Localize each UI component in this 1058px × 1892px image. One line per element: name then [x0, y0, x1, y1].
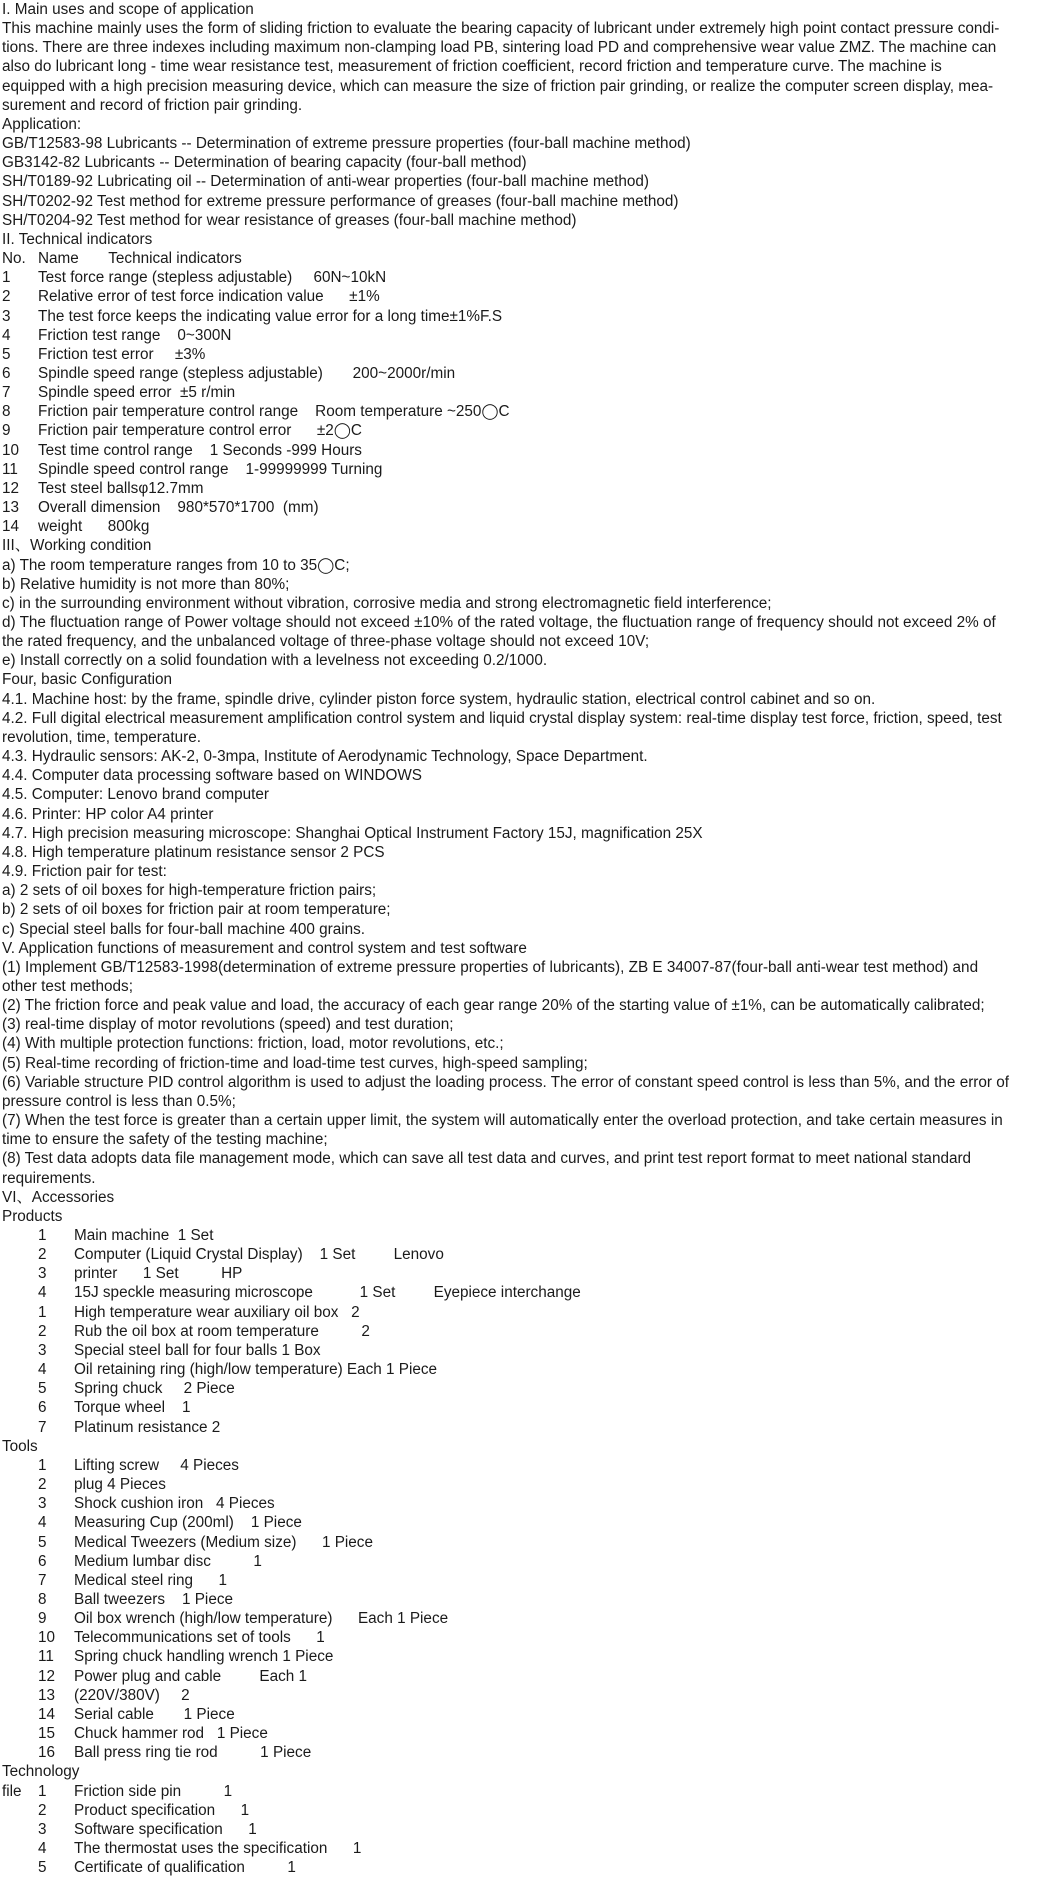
spec-text: The test force keeps the indicating value error for a long time±1%F.S: [38, 307, 503, 325]
product-no: 5: [38, 1380, 47, 1398]
tech-file-no: 1: [38, 1782, 47, 1800]
standard-item: GB/T12583-98 Lubricants -- Determination of extreme pressure properties (four-ball machine method): [2, 135, 691, 153]
product-item: [2, 1360, 1056, 1379]
product-text: Rub the oil box at room temperature 2: [74, 1322, 370, 1340]
tech-file-no: 5: [38, 1859, 47, 1877]
standard-item: SH/T0204-92 Test method for wear resistance of greases (four-ball machine method): [2, 211, 577, 229]
config-line: 4.6. Printer: HP color A4 printer: [2, 805, 214, 823]
tool-item: [2, 1571, 1056, 1590]
tool-text: Medical steel ring 1: [74, 1571, 228, 1589]
function-line: other test methods;: [2, 977, 133, 995]
tool-no: 5: [38, 1533, 47, 1551]
config-line: 4.7. High precision measuring microscope: Shanghai Optical Instrument Factory 15J, magnification 25X: [2, 824, 703, 842]
intro-line: This machine mainly uses the form of sliding friction to evaluate the bearing capacity of lubricant under extremely high point contact pressure condi-: [2, 20, 1000, 38]
product-no: 6: [38, 1399, 47, 1417]
tool-item: [2, 1686, 1056, 1705]
config-line: 4.1. Machine host: by the frame, spindle drive, cylinder piston force system, hydraulic station, electrical control cabinet and so on.: [2, 690, 876, 708]
tool-item: [2, 1456, 1056, 1475]
product-no: 4: [38, 1361, 47, 1379]
function-line: pressure control is less than 0.5%;: [2, 1092, 236, 1110]
tool-item: [2, 1724, 1056, 1743]
tool-text: Oil box wrench (high/low temperature) Each 1 Piece: [74, 1610, 449, 1628]
tool-no: 16: [38, 1744, 56, 1762]
tool-no: 3: [38, 1495, 47, 1513]
product-item: [2, 1303, 1056, 1322]
product-item: [2, 1398, 1056, 1417]
tools-label: Tools: [2, 1437, 38, 1455]
tool-text: Medium lumbar disc 1: [74, 1552, 262, 1570]
tool-item: [2, 1647, 1056, 1666]
tool-item: [2, 1628, 1056, 1647]
function-line: (8) Test data adopts data file management mode, which can save all test data and curves, and print test report format to meet national standard: [2, 1150, 972, 1168]
spec-no: 14: [2, 518, 20, 536]
spec-text: Spindle speed error ±5 r/min: [38, 384, 236, 402]
spec-no: 8: [2, 403, 11, 421]
spec-no: 5: [2, 345, 11, 363]
product-item: [2, 1245, 1056, 1264]
condition-line: c) in the surrounding environment without vibration, corrosive media and strong electromagnetic field interference;: [2, 594, 772, 612]
tech-file-item: [2, 1858, 1056, 1877]
tech-file-no: 3: [38, 1820, 47, 1838]
condition-line: the rated frequency, and the unbalanced voltage of three-phase voltage should not exceed 10V;: [2, 633, 650, 651]
tool-no: 10: [38, 1629, 56, 1647]
config-line: revolution, time, temperature.: [2, 728, 201, 746]
tool-no: 2: [38, 1476, 47, 1494]
tech-file-item: [2, 1801, 1056, 1820]
tool-text: Shock cushion iron 4 Pieces: [74, 1495, 275, 1513]
tech-file-text: Product specification 1: [74, 1801, 250, 1819]
spec-text: Test time control range 1 Seconds -999 Hours: [38, 441, 362, 459]
spec-no: 11: [2, 460, 18, 478]
tool-no: 11: [38, 1648, 54, 1666]
product-item: [2, 1264, 1056, 1283]
tech-file-text: Certificate of qualification 1: [74, 1859, 296, 1877]
spec-text: Test force range (stepless adjustable) 60N~10kN: [38, 269, 387, 287]
section-5-heading: V. Application functions of measurement and control system and test software: [2, 939, 527, 957]
product-text: Platinum resistance 2: [74, 1418, 221, 1436]
intro-line: also do lubricant long - time wear resistance test, measurement of friction coefficient, record friction and temperature curve. The machine is: [2, 58, 942, 76]
tool-no: 7: [38, 1571, 47, 1589]
product-text: Computer (Liquid Crystal Display) 1 Set Lenovo: [74, 1246, 444, 1264]
tool-item: [2, 1705, 1056, 1724]
product-no: 3: [38, 1341, 47, 1359]
spec-text: Overall dimension 980*570*1700 (mm): [38, 499, 319, 517]
intro-line: tions. There are three indexes including maximum non-clamping load PB, sintering load PD and comprehensive wear value ZMZ. The machine can: [2, 39, 997, 57]
function-line: (3) real-time display of motor revolutions (speed) and test duration;: [2, 1016, 454, 1034]
config-line: 4.2. Full digital electrical measurement amplification control system and liquid crystal display system: real-time display test force, friction, speed, test: [2, 709, 1002, 727]
spec-row: [2, 441, 1056, 460]
config-line: 4.5. Computer: Lenovo brand computer: [2, 786, 270, 804]
products-label: Products: [2, 1207, 63, 1225]
product-no: 1: [38, 1227, 47, 1244]
config-line: c) Special steel balls for four-ball machine 400 grains.: [2, 920, 366, 938]
file-label: file: [2, 1782, 22, 1800]
product-item: [2, 1341, 1056, 1360]
product-item: [2, 1379, 1056, 1398]
technology-label: Technology: [2, 1763, 80, 1781]
tech-file-no: 2: [38, 1801, 47, 1819]
tool-text: Serial cable 1 Piece: [74, 1705, 235, 1723]
function-line: (5) Real-time recording of friction-time and load-time test curves, high-speed sampling;: [2, 1054, 588, 1072]
product-item: [2, 1226, 1056, 1245]
tool-item: [2, 1552, 1056, 1571]
standard-item: GB3142-82 Lubricants -- Determination of bearing capacity (four-ball method): [2, 154, 527, 172]
product-item: [2, 1283, 1056, 1302]
function-line: (6) Variable structure PID control algorithm is used to adjust the loading process. The error of constant speed control is less than 5%, and the error of: [2, 1073, 1009, 1091]
product-text: Spring chuck 2 Piece: [74, 1380, 235, 1398]
product-no: 4: [38, 1284, 47, 1302]
tech-file-item: [2, 1782, 1056, 1801]
spec-text: Test steel ballsφ12.7mm: [38, 479, 204, 497]
tool-text: Chuck hammer rod 1 Piece: [74, 1725, 268, 1743]
section-3-heading: III、Working condition: [2, 537, 152, 555]
tech-file-text: The thermostat uses the specification 1: [74, 1840, 362, 1857]
spec-header-name: Name Technical indicators: [38, 250, 242, 268]
tool-text: (220V/380V) 2: [74, 1686, 190, 1704]
product-no: 1: [38, 1303, 47, 1321]
function-line: (7) When the test force is greater than a certain upper limit, the system will automatically enter the overload protection, and take certain measures in: [2, 1112, 1003, 1130]
spec-row: [2, 402, 1056, 421]
spec-no: 6: [2, 364, 11, 382]
config-line: 4.3. Hydraulic sensors: AK-2, 0-3mpa, Institute of Aerodynamic Technology, Space Department.: [2, 748, 648, 766]
tech-file-item: [2, 1839, 1056, 1858]
standard-item: SH/T0202-92 Test method for extreme pressure performance of greases (four-ball machine method): [2, 192, 679, 210]
tech-file-item: [2, 1820, 1056, 1839]
tech-file-text: Software specification 1: [74, 1820, 257, 1838]
spec-text: Friction pair temperature control error ±2◯C: [38, 422, 362, 440]
tool-item: [2, 1667, 1056, 1686]
spec-row: [2, 345, 1056, 364]
spec-no: 10: [2, 441, 20, 459]
spec-row: [2, 479, 1056, 498]
application-label: Application:: [2, 115, 82, 133]
spec-row: [2, 421, 1056, 440]
spec-no: 13: [2, 499, 20, 517]
tool-text: Measuring Cup (200ml) 1 Piece: [74, 1514, 302, 1532]
tech-file-no: 4: [38, 1840, 47, 1857]
tool-no: 8: [38, 1590, 47, 1608]
condition-line: a) The room temperature ranges from 10 to 35◯C;: [2, 556, 350, 574]
spec-table-header: [2, 249, 1056, 268]
tool-no: 4: [38, 1514, 47, 1532]
tool-text: plug 4 Pieces: [74, 1476, 166, 1494]
product-text: printer 1 Set HP: [74, 1265, 243, 1283]
tool-text: Telecommunications set of tools 1: [74, 1629, 325, 1647]
section-2-heading: II. Technical indicators: [2, 230, 153, 248]
tool-text: Ball press ring tie rod 1 Piece: [74, 1744, 312, 1762]
spec-row: [2, 498, 1056, 517]
product-text: 15J speckle measuring microscope 1 Set Eyepiece interchange: [74, 1284, 581, 1302]
function-line: time to ensure the safety of the testing machine;: [2, 1131, 328, 1149]
function-line: (2) The friction force and peak value and load, the accuracy of each gear range 20% of the starting value of ±1%, can be automatically calibrated;: [2, 997, 985, 1015]
tool-no: 13: [38, 1686, 56, 1704]
spec-header-no: No.: [2, 250, 26, 268]
intro-line: equipped with a high precision measuring device, which can measure the size of friction pair grinding, or realize the computer screen display, mea-: [2, 77, 994, 95]
standard-item: SH/T0189-92 Lubricating oil -- Determination of anti-wear properties (four-ball machine method): [2, 173, 650, 191]
product-no: 3: [38, 1265, 47, 1283]
tool-text: Ball tweezers 1 Piece: [74, 1590, 233, 1608]
tool-no: 12: [38, 1667, 56, 1685]
tool-item: [2, 1494, 1056, 1513]
tech-file-text: Friction side pin 1: [74, 1782, 233, 1800]
spec-row: [2, 383, 1056, 402]
condition-line: e) Install correctly on a solid foundation with a levelness not exceeding 0.2/1000.: [2, 652, 548, 670]
spec-text: Friction pair temperature control range Room temperature ~250◯C: [38, 403, 510, 421]
section-4-heading: Four, basic Configuration: [2, 671, 173, 689]
tool-text: Lifting screw 4 Pieces: [74, 1456, 239, 1474]
spec-no: 2: [2, 288, 11, 306]
config-line: b) 2 sets of oil boxes for friction pair at room temperature;: [2, 901, 391, 919]
product-item: [2, 1322, 1056, 1341]
product-item: [2, 1418, 1056, 1437]
product-text: Torque wheel 1: [74, 1399, 191, 1417]
spec-text: weight 800kg: [38, 518, 150, 536]
spec-text: Spindle speed range (stepless adjustable) 200~2000r/min: [38, 364, 456, 382]
spec-no: 1: [2, 269, 11, 287]
config-line: 4.8. High temperature platinum resistance sensor 2 PCS: [2, 843, 385, 861]
function-line: requirements.: [2, 1169, 96, 1187]
spec-no: 9: [2, 422, 11, 440]
product-no: 2: [38, 1246, 47, 1264]
spec-text: Spindle speed control range 1-99999999 Turning: [38, 460, 383, 478]
tool-text: Power plug and cable Each 1: [74, 1667, 307, 1685]
tool-text: Medical Tweezers (Medium size) 1 Piece: [74, 1533, 373, 1551]
spec-row: [2, 287, 1056, 306]
tool-no: 6: [38, 1552, 47, 1570]
config-line: 4.9. Friction pair for test:: [2, 863, 167, 881]
product-text: Oil retaining ring (high/low temperature) Each 1 Piece: [74, 1361, 438, 1379]
spec-row: [2, 364, 1056, 383]
tool-no: 14: [38, 1705, 56, 1723]
condition-line: d) The fluctuation range of Power voltage should not exceed ±10% of the rated voltage, the fluctuation range of frequency should not exceed 2% of: [2, 614, 996, 631]
tool-item: [2, 1513, 1056, 1532]
tool-no: 9: [38, 1610, 47, 1628]
product-text: Main machine 1 Set: [74, 1227, 214, 1244]
config-line: a) 2 sets of oil boxes for high-temperature friction pairs;: [2, 882, 377, 900]
function-line: (4) With multiple protection functions: friction, load, motor revolutions, etc.;: [2, 1035, 504, 1053]
tool-item: [2, 1475, 1056, 1494]
tool-item: [2, 1743, 1056, 1762]
product-no: 7: [38, 1418, 47, 1436]
product-text: High temperature wear auxiliary oil box 2: [74, 1303, 360, 1321]
tool-item: [2, 1533, 1056, 1552]
spec-no: 4: [2, 326, 11, 344]
section-6-heading: VI、Accessories: [2, 1188, 115, 1206]
spec-row: [2, 307, 1056, 326]
tool-text: Spring chuck handling wrench 1 Piece: [74, 1648, 334, 1666]
condition-line: b) Relative humidity is not more than 80%;: [2, 575, 290, 593]
section-1-heading: I. Main uses and scope of application: [2, 1, 254, 18]
spec-text: Friction test range 0~300N: [38, 326, 232, 344]
tool-item: [2, 1590, 1056, 1609]
product-text: Special steel ball for four balls 1 Box: [74, 1341, 321, 1359]
tool-no: 15: [38, 1725, 56, 1743]
intro-line: surement and record of friction pair grinding.: [2, 96, 303, 114]
spec-text: Relative error of test force indication value ±1%: [38, 288, 380, 306]
tool-no: 1: [38, 1456, 47, 1474]
spec-no: 12: [2, 479, 20, 497]
tool-item: [2, 1609, 1056, 1628]
spec-row: [2, 517, 1056, 536]
spec-row: [2, 326, 1056, 345]
function-line: (1) Implement GB/T12583-1998(determination of extreme pressure properties of lubricants), ZB E 34007-87(four-ball anti-wear test method) and: [2, 958, 979, 976]
spec-no: 7: [2, 384, 11, 402]
spec-text: Friction test error ±3%: [38, 345, 206, 363]
spec-row: [2, 268, 1056, 287]
spec-row: [2, 460, 1056, 479]
spec-no: 3: [2, 307, 11, 325]
config-line: 4.4. Computer data processing software based on WINDOWS: [2, 767, 422, 785]
product-no: 2: [38, 1322, 47, 1340]
